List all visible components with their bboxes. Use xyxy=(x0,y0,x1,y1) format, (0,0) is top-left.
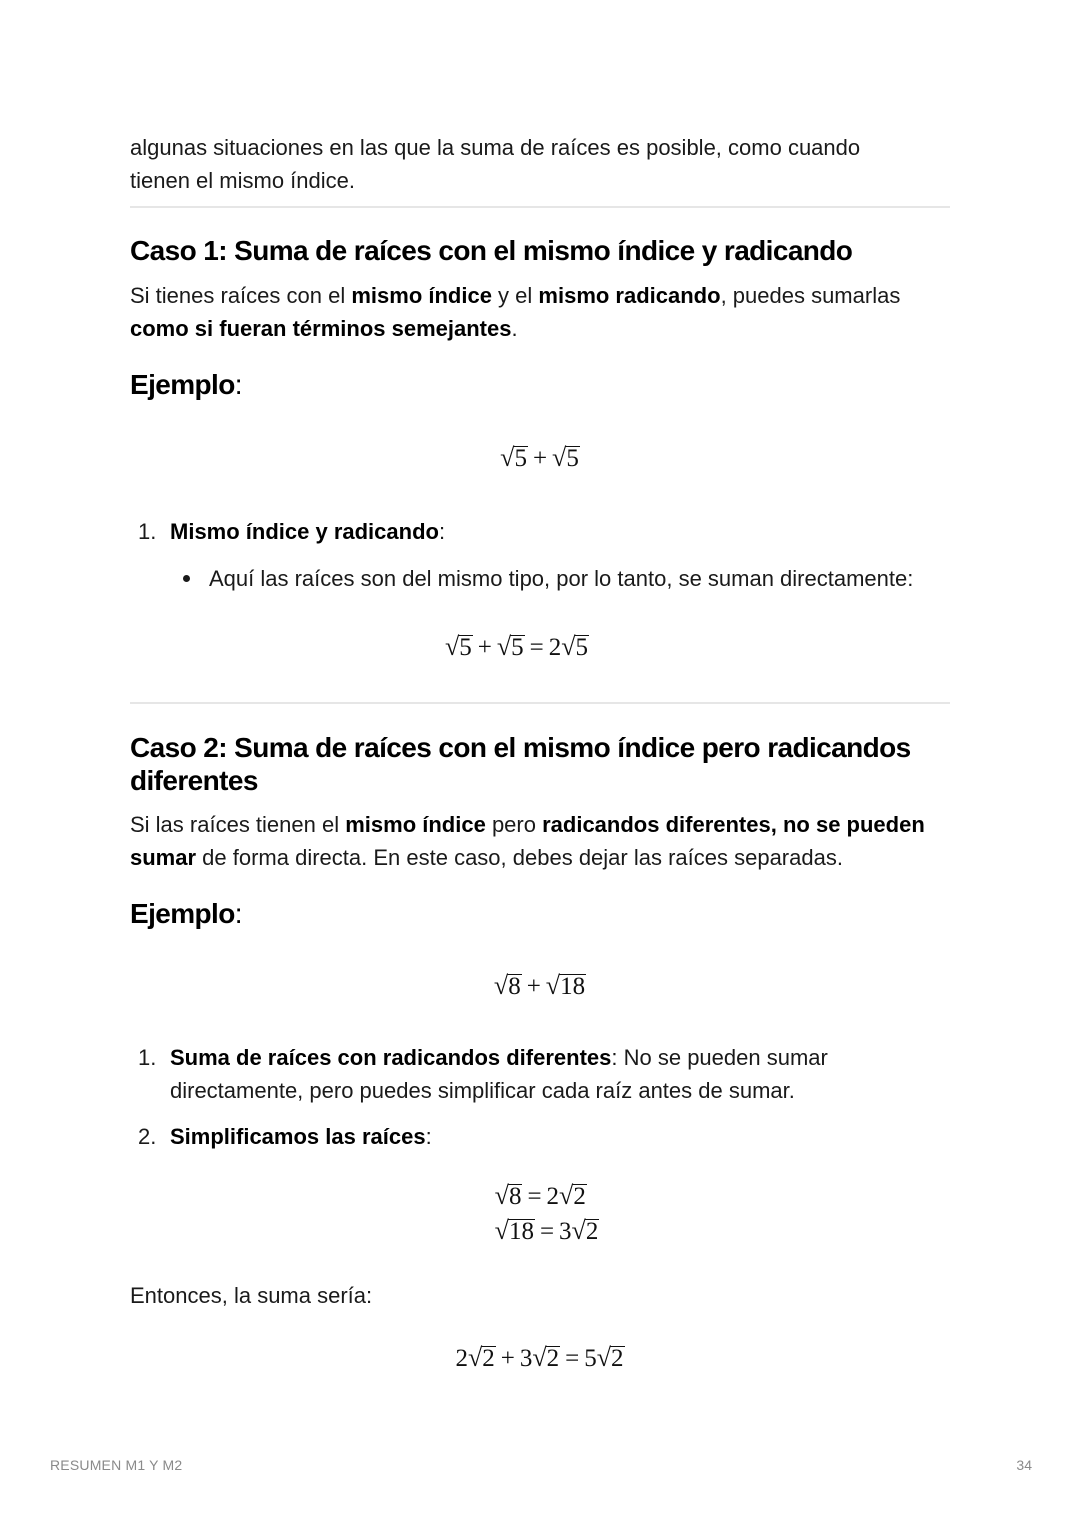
bullet-icon xyxy=(183,575,190,582)
sqrt-symbol-icon: √ xyxy=(494,1181,509,1210)
sqrt-symbol-icon: √ xyxy=(494,1216,509,1245)
sqrt-symbol-icon: √ xyxy=(500,443,515,472)
caso-2-list-item-2: Simplificamos las raíces: xyxy=(170,1124,432,1149)
sqrt-symbol-icon: √ xyxy=(545,971,561,1000)
sqrt-symbol-icon: √ xyxy=(552,443,567,472)
intro-line-2: tienen el mismo índice. xyxy=(130,168,355,193)
sqrt-symbol-icon: √ xyxy=(596,1343,612,1372)
caso-1-paragraph: Si tienes raíces con el mismo índice y el mismo radicando, puedes sumarlas como si fueran términos semejantes. xyxy=(130,283,901,341)
caso-1-example-heading: Ejemplo: xyxy=(130,369,242,400)
sqrt-symbol-icon: √ xyxy=(496,632,512,661)
caso-2-list-item-1: Suma de raíces con radicandos diferentes: No se pueden sumar directamente, pero puedes simplificar cada raíz antes de sumar. xyxy=(170,1045,828,1103)
caso-2-paragraph: Si las raíces tienen el mismo índice pero radicandos diferentes, no se pueden sumar de forma directa. En este caso, debes dejar las raíces separadas. xyxy=(130,812,925,870)
list-number: 1. xyxy=(138,1045,157,1070)
list-number: 2. xyxy=(138,1124,157,1149)
sqrt-term: √5 xyxy=(500,443,527,472)
section-divider xyxy=(130,702,950,704)
footer-page-number: 34 xyxy=(1016,1457,1032,1473)
then-text: Entonces, la suma sería: xyxy=(130,1283,373,1308)
sqrt-symbol-icon: √ xyxy=(467,1343,483,1372)
intro-paragraph xyxy=(130,131,950,197)
simplify-line-1: √8 = 2√2 xyxy=(494,1181,586,1210)
caso-2-final-math: 2√2 + 3√2 = 5√2 xyxy=(455,1343,624,1372)
bold-terminos-semejantes: como si fueran términos semejantes xyxy=(130,316,512,341)
sqrt-symbol-icon: √ xyxy=(444,632,460,661)
sqrt-symbol-icon: √ xyxy=(561,632,576,661)
footer-document-title: RESUMEN M1 Y M2 xyxy=(50,1457,183,1473)
list-number: 1. xyxy=(138,519,157,544)
simplify-line-2: √18 = 3√2 xyxy=(494,1216,599,1245)
caso-1-heading: Caso 1: Suma de raíces con el mismo índice y radicando xyxy=(130,235,853,266)
caso-1-example-math: √5 + √5 xyxy=(500,443,579,472)
sqrt-term: √5 xyxy=(552,443,579,472)
caso-2-example-math: √8 + √18 xyxy=(493,971,586,1000)
caso-2-example-heading: Ejemplo: xyxy=(130,898,242,929)
caso-1-result-math: √5 + √5 = 2√5 xyxy=(444,632,589,661)
intro-line-1: algunas situaciones en las que la suma de raíces es posible, como cuando xyxy=(130,135,861,160)
sqrt-symbol-icon: √ xyxy=(493,971,509,1000)
sqrt-symbol-icon: √ xyxy=(532,1343,547,1372)
sqrt-symbol-icon: √ xyxy=(559,1181,574,1210)
caso-2-heading: Caso 2: Suma de raíces con el mismo índice pero radicandos diferentes xyxy=(130,732,911,796)
caso-1-bullet-item: Aquí las raíces son del mismo tipo, por lo tanto, se suman directamente: xyxy=(209,566,914,591)
caso-1-list-item-1: Mismo índice y radicando: xyxy=(170,519,446,544)
bold-mismo-radicando: mismo radicando xyxy=(538,283,721,308)
section-divider xyxy=(130,206,950,208)
bold-mismo-indice: mismo índice xyxy=(351,283,492,308)
sqrt-symbol-icon: √ xyxy=(571,1216,586,1245)
caso-2-simplify-math xyxy=(0,1179,1080,1249)
